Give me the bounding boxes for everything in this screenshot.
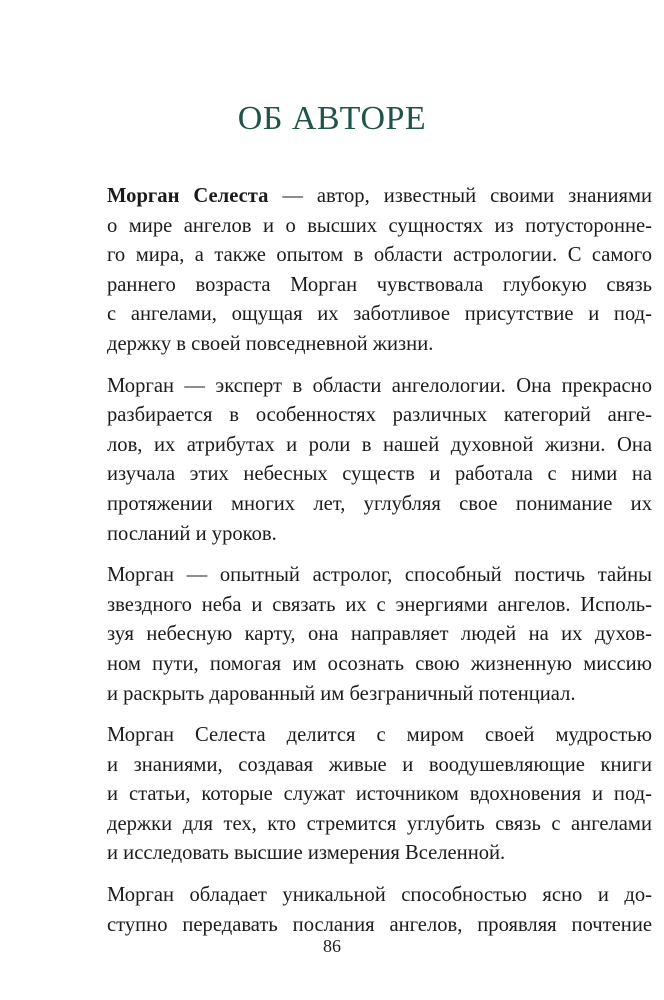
text-line: лов, их атрибутах и роли в нашей духовной жизни. Она [107, 433, 652, 456]
text-line: и исследовать высшие измерения Вселенной. [107, 842, 506, 865]
text-line: держки для тех, кто стремится углубить связь с ангелами [107, 812, 652, 835]
text-line: о мире ангелов и о высших сущностях из потусторонне- [107, 214, 652, 237]
body-text [107, 182, 652, 952]
text-line: и раскрыть дарованный им безграничный потенциал. [107, 682, 576, 705]
paragraph [107, 561, 652, 709]
page-number: 86 [323, 936, 341, 956]
text-line: ном пути, помогая им осознать свою жизненную миссию [107, 652, 652, 675]
paragraph [107, 721, 652, 869]
text-line: держку в своей повседневной жизни. [107, 332, 434, 355]
text-line: зуя небесную карту, она направляет людей на их духов- [107, 623, 652, 646]
text-span: — автор, известный своими знаниями [268, 185, 653, 207]
text-line: Морган Селеста делится с миром своей мудростью [107, 724, 652, 747]
text-line: и знаниями, создавая живые и воодушевляющие книги [107, 753, 652, 776]
text-line: и статьи, которые служат источником вдохновения и под- [107, 783, 652, 806]
text-line [107, 182, 652, 212]
text-line: звездного неба и связать их с энергиями ангелов. Исполь- [107, 593, 652, 616]
text-line: посланий и уроков. [107, 522, 277, 545]
text-line: разбирается в особенностях различных категорий анге- [107, 404, 652, 427]
text-line: Морган — опытный астролог, способный постичь тайны [107, 564, 652, 587]
page-title: ОБ АВТОРЕ [237, 100, 427, 137]
text-line: изучала этих небесных существ и работала с ними на [107, 463, 652, 486]
text-line: ступно передавать послания ангелов, проявляя почтение [107, 913, 652, 936]
paragraph [107, 372, 652, 550]
author-name: Морган Селеста [107, 185, 269, 207]
text-line: с ангелами, ощущая их заботливое присутствие и под- [107, 303, 652, 326]
paragraph [107, 881, 652, 940]
paragraph [107, 182, 652, 360]
text-line: го мира, а также опытом в области астрологии. С самого [107, 244, 652, 267]
text-line: протяжении многих лет, углубляя свое понимание их [107, 492, 652, 515]
text-line: Морган — эксперт в области ангелологии. Она прекрасно [107, 374, 652, 397]
text-line: раннего возраста Морган чувствовала глубокую связь [107, 273, 652, 296]
text-line: Морган обладает уникальной способностью ясно и до- [107, 884, 652, 907]
